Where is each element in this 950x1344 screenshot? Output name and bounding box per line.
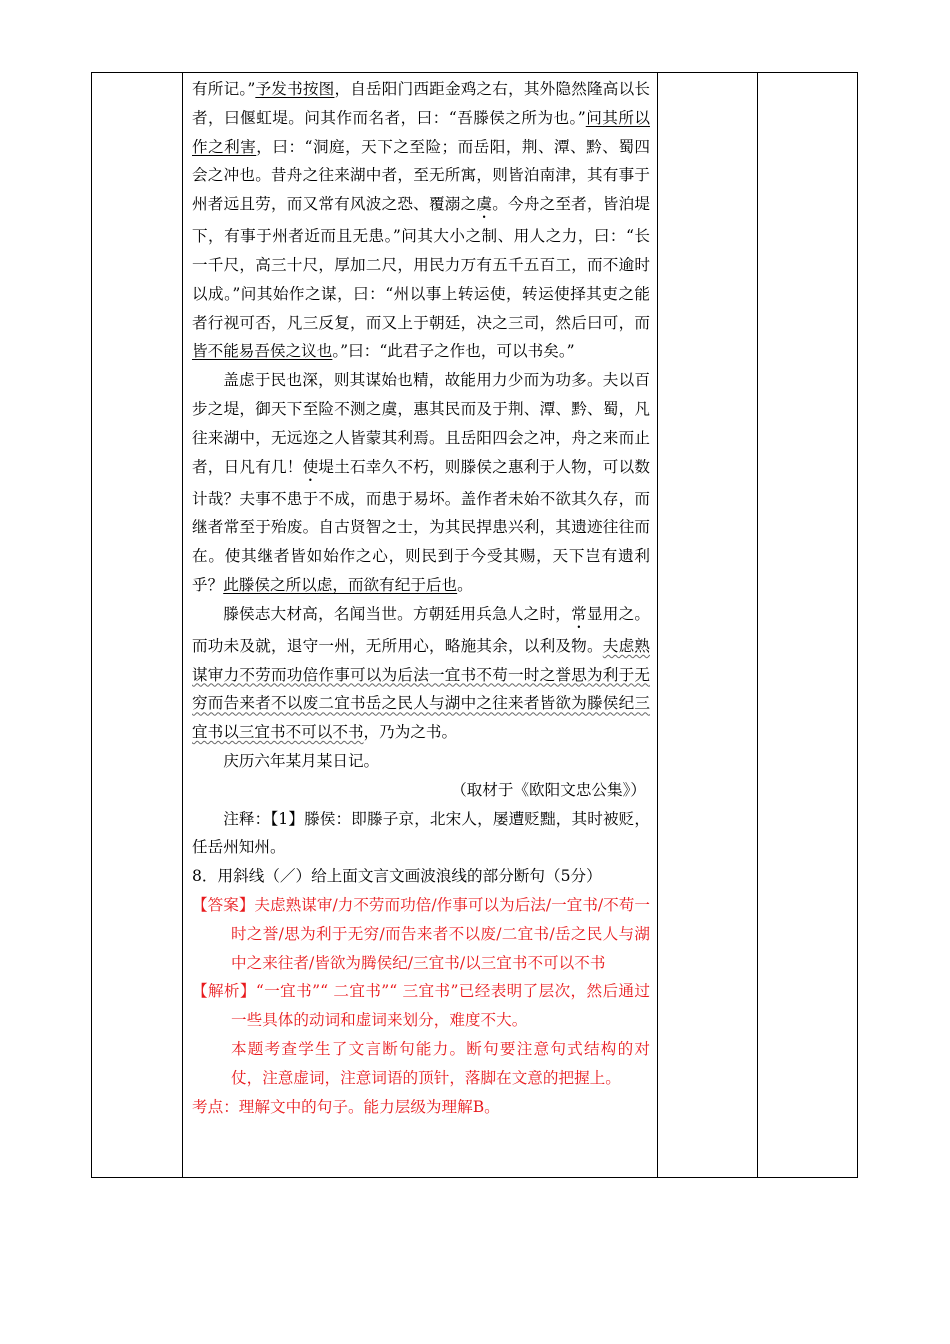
exam-point: 考点：理解文中的句子。能力层级为理解B。 (192, 1097, 500, 1116)
dotted-char: 虞 (476, 195, 493, 214)
answer-text: 夫虑熟谋审/力不劳而功倍/作事可以为后法/一宜书/不苟一时之誉/思为利于无穷/而告来者不以废/二宜书/岳之民人与湖中之来往者/皆欲为腾侯纪/三宜书/以三宜书不可以不书 (231, 895, 650, 972)
analysis-text-2: 本题考查学生了文言断句能力。断句要注意句式结构的对仗，注意虚词，注意词语的顶针，落脚在文意的把握上。 (231, 1039, 650, 1087)
text-span: ，自岳阳门西距金鸡之右，其外隐然隆高以长者，曰偃虹堤。问其作而名者，曰：“吾滕侯之所为也。” (192, 80, 650, 127)
passage-source: （取材于《欧阳文忠公集》） (451, 780, 646, 799)
passage-note: 注释：【1】滕侯：即滕子京，北宋人，屡遭贬黜，其时被贬，任岳州知州。 (192, 809, 650, 857)
passage-paragraph-1 (192, 75, 650, 366)
dotted-char: 使 (302, 457, 319, 476)
analysis-tag: 【解析】 (192, 982, 256, 1001)
passage-paragraph-2 (192, 366, 650, 600)
content-cell (192, 75, 650, 1121)
underlined-phrase: 问其所以作之利害 (192, 108, 650, 156)
underlined-phrase: 此滕侯之所以虑，而欲有纪于后也 (223, 575, 458, 594)
text-span: 显用之。而功未及就，退守一州，无所用心，略施其余，以利及物。 (192, 604, 650, 655)
text-span: 滕侯志大材高，名闻当世。方朝廷用兵急人之时， (223, 604, 572, 623)
dotted-char: 常 (571, 604, 587, 623)
text-span: 。”曰：“此君子之作也，可以书矣。” (332, 342, 575, 361)
text-span: ，曰：“洞庭，天下之至险；而岳阳，荆、潭、黔、蜀四会之冲也。昔舟之往来湖中者，至无所寓，则皆泊南津，其有事于州者远且劳，而又常有风波之恐、覆溺之 (192, 137, 650, 214)
passage-paragraph-3 (192, 600, 650, 747)
column-divider-3 (757, 73, 758, 1177)
text-span: 。今舟之至者，皆泊堤下，有事于州者近而且无患。”问其大小之制、用人之力，曰：“长一千尺，高三十尺，厚加二尺，用民力万有五千五百工，而不逾时以成。”问其始作之谋，曰：“州以事上转运使，转运使择其吏之能者行视可否，凡三反复，而又上于朝廷，决之三司，然后曰可，而 (192, 195, 650, 332)
analysis-text: “一宜书”“ 二宜书”“ 三宜书”已经表明了层次，然后通过一些具体的动词和虚词来划分，难度不大。 (231, 982, 650, 1030)
text-span: ，乃为之书。 (363, 723, 458, 742)
answer-block (192, 891, 650, 977)
analysis-block (192, 977, 650, 1035)
column-divider-1 (182, 73, 183, 1177)
text-span: 有所记。” (192, 80, 256, 98)
answer-tag: 【答案】 (192, 895, 255, 914)
underlined-phrase: 皆不能易吾侯之议也 (192, 342, 333, 361)
passage-date: 庆历六年某月某日记。 (223, 751, 380, 770)
text-span: 盖虑于民也深，则其谋始也精，故能用力少而为功多。夫以百步之堤，御天下至险不测之虞，惠其民而及于荆、潭、黔、蜀，凡往来湖中，无远迩之人皆蒙其利焉。且岳阳四会之冲，舟之来而止者，日凡有几！ (192, 371, 650, 476)
column-divider-2 (657, 73, 658, 1177)
lesson-table (91, 72, 858, 1178)
wavy-underlined-passage: 夫虑熟谋审力不劳而功倍作事可以为后法一宜书不苟一时之誉思为利于无穷而告来者不以废二宜书岳之民人与湖中之往来者皆欲为滕侯纪三宜书以三宜书不可以不书 (192, 636, 650, 742)
underlined-phrase: 予发书按图 (255, 80, 335, 98)
text-span: 。 (457, 575, 473, 594)
text-span: 堤土石幸久不朽，则滕侯之惠利于人物，可以数计哉？夫事不患于不成，而患于易坏。盖作者未始不欲其久存，而继者常至于殆废。自古贤智之士，为其民捍患兴利，其遗迹往往而在。使其继者皆如始作之心，则民到于今受其赐，天下岂有遗利乎？ (192, 457, 650, 594)
question-text: 8．用斜线（／）给上面文言文画波浪线的部分断句（5分） (192, 867, 602, 886)
